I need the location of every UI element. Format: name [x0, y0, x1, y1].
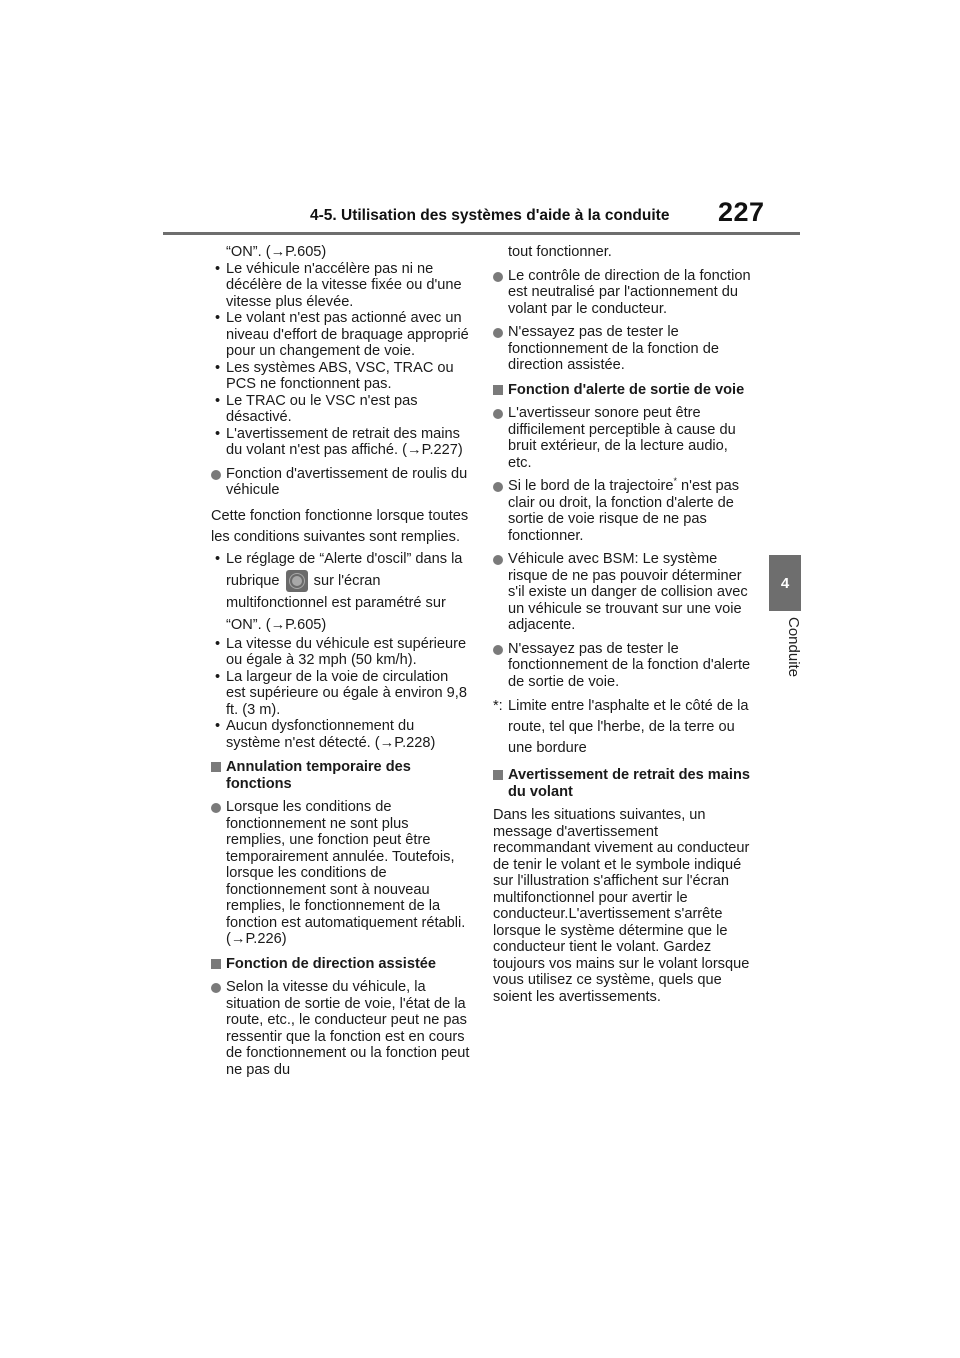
reglage-item: [211, 548, 471, 636]
reglage-text-end: sur l'écran multifonctionnel est paramétré sur “ON”. (→P.605): [226, 572, 446, 633]
direction-note: N'essayez pas de tester le fonctionnement de la fonction de direction assistée.: [493, 324, 753, 374]
alerte-note: N'essayez pas de tester le fonctionnement de la fonction d'alerte de sortie de voie.: [493, 641, 753, 691]
settings-gear-icon: [286, 570, 308, 592]
direction-note: Selon la vitesse du véhicule, la situation de sortie de voie, l'état de la route, etc., le conducteur peut ne pas ressentir que la fonction est en cours de fonctionnement ou la fonction peut ne pas du: [211, 979, 471, 1078]
chapter-label: Conduite: [785, 617, 802, 678]
footnote-mark: *:: [493, 698, 503, 714]
footnote-ref: *: [673, 476, 677, 487]
heading-annulation: Annulation temporaire des fonctions: [211, 759, 471, 792]
roulis-note: Fonction d'avertissement de roulis du véhicule: [211, 466, 471, 499]
direction-note: Le contrôle de direction de la fonction est neutralisé par l'actionnement du volant par le conducteur.: [493, 268, 753, 318]
reglage-text-start: Le réglage de “Alerte d'oscil” dans la rubrique: [226, 550, 463, 589]
condition-item: • Le véhicule n'accélère pas ni ne décélère de la vitesse fixée ou d'une vitesse plus élevée.: [211, 261, 471, 311]
header-divider: [163, 232, 800, 235]
chapter-number: 4: [780, 574, 790, 592]
condition-item: • Les systèmes ABS, VSC, TRAC ou PCS ne fonctionnent pas.: [211, 360, 471, 393]
alerte-note: L'avertisseur sonore peut être difficilement perceptible à cause du bruit extérieur, de la lecture audio, etc.: [493, 405, 753, 471]
continued-text: tout fonctionner.: [508, 244, 612, 260]
heading-direction: Fonction de direction assistée: [211, 956, 471, 973]
bord-text-start: Si le bord de la trajectoire: [508, 478, 674, 494]
page-number: 227: [718, 197, 765, 227]
condition-item: • Le TRAC ou le VSC n'est pas désactivé.: [211, 393, 471, 426]
heading-mains: Avertissement de retrait des mains du volant: [493, 767, 753, 800]
condition-item: • La largeur de la voie de circulation est supérieure ou égale à environ 9,8 ft. (3 m).: [211, 669, 471, 719]
condition-item: • La vitesse du véhicule est supérieure ou égale à 32 mph (50 km/h).: [211, 636, 471, 669]
alerte-note: [493, 478, 753, 544]
roulis-paragraph: Cette fonction fonctionne lorsque toutes les conditions suivantes sont remplies.: [211, 507, 469, 545]
chapter-tab[interactable]: [769, 555, 801, 611]
section-title: 4-5. Utilisation des systèmes d'aide à la conduite: [310, 207, 670, 224]
alerte-note: Véhicule avec BSM: Le système risque de ne pas pouvoir déterminer s'il existe un danger de collision avec un véhicule se trouvant sur une voie adjacente.: [493, 551, 753, 634]
right-column: [493, 244, 753, 1005]
left-column: [211, 244, 471, 1078]
bord-text-end: n'est pas clair ou droit, la fonction d'alerte de sortie de voie risque de ne pas fonctionner.: [508, 478, 740, 544]
footnote-text: Limite entre l'asphalte et le côté de la route, tel que l'herbe, de la terre ou une bordure: [508, 698, 749, 756]
annulation-note: Lorsque les conditions de fonctionnement ne sont plus remplies, une fonction peut être temporairement annulée. Toutefois, lorsque les conditions de fonctionnement sont à nouveau remplies, le fonctionnement de la fonction est automatiquement rétabli. (→P.226): [211, 799, 471, 948]
continued-text: “ON”. (→P.605): [226, 244, 327, 260]
condition-item: • L'avertissement de retrait des mains du volant n'est pas affiché. (→P.227): [211, 426, 471, 459]
mains-paragraph: Dans les situations suivantes, un message d'avertissement recommandant vivement au conducteur de tenir le volant et le symbole indiqué sur l'illustration s'affichent sur l'écran multifonctionnel pour avertir le conducteur.L'avertissement s'arrête lorsque le système détermine que le conducteur tient le volant. Gardez toujours vos mains sur le volant lorsque vous utilisez ce système, quels que soient les avertissements.: [493, 807, 750, 1005]
footnote: [493, 696, 753, 759]
condition-item: • Le volant n'est pas actionné avec un niveau d'effort de braquage approprié pour un changement de voie.: [211, 310, 471, 360]
condition-item: • Aucun dysfonctionnement du système n'est détecté. (→P.228): [211, 718, 471, 751]
heading-alerte: Fonction d'alerte de sortie de voie: [493, 382, 753, 399]
